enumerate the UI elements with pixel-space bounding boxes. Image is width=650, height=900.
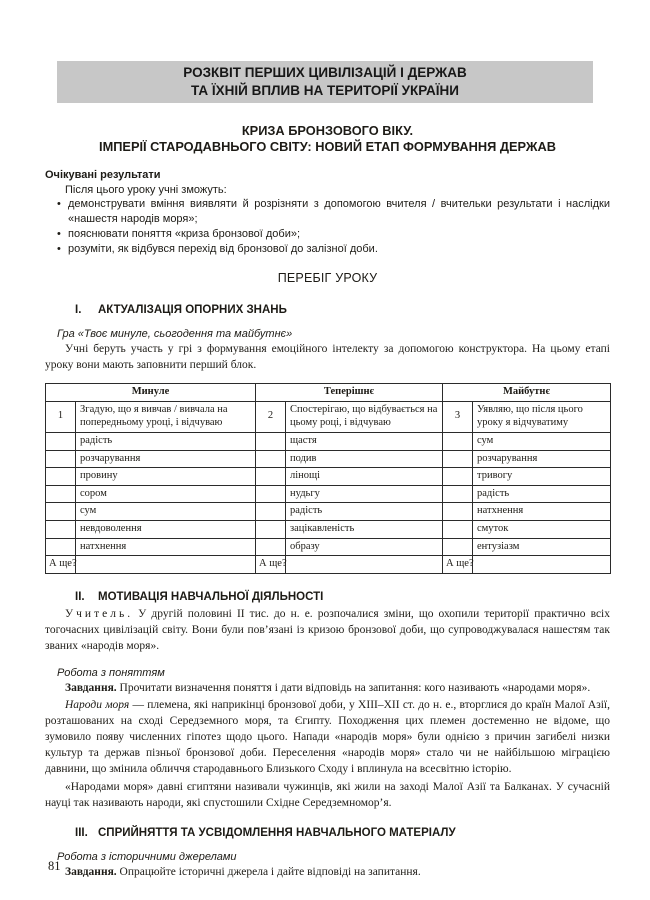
section-heading-3 [45,827,610,839]
table-cell-empty [443,503,473,521]
table-cell-emotion: розчарування [473,450,611,468]
column-header-present: Теперішнє [256,383,443,401]
emotions-table [45,383,611,574]
table-cell-number: 1 [46,401,76,432]
paragraph-egyptians: «Народами моря» давні єгиптяни називали чужинців, які жили на заході Малої Азії та Балканах. У сучасній науці так називають народи, які спустошили Східне Середземномор’я. [45,780,610,809]
table-cell-empty [46,485,76,503]
lesson-title-line2: ІМПЕРІЇ СТАРОДАВНЬОГО СВІТУ: НОВИЙ ЕТАП ФОРМУВАННЯ ДЕРЖАВ [99,139,556,155]
table-cell-empty [256,468,286,486]
list-item: • розуміти, як відбувся перехід від бронзової до залізної доби. [57,242,610,257]
table-cell-emotion: розчарування [76,450,256,468]
table-cell-empty [46,468,76,486]
table-cell-emotion: натхнення [473,503,611,521]
table-cell-more: А ще? [443,556,473,574]
game-subheading: Гра «Твоє минуле, сьогодення та майбутнє» [57,328,293,341]
table-cell-emotion: невдоволення [76,521,256,539]
table-cell-emotion: провину [76,468,256,486]
table-cell-empty [256,538,286,556]
table-cell-empty [443,538,473,556]
paragraph-teacher [45,607,610,655]
table-cell-emotion: радість [76,432,256,450]
section-title: МОТИВАЦІЯ НАВЧАЛЬНОЇ ДІЯЛЬНОСТІ [98,591,324,604]
list-item: • пояснювати поняття «криза бронзової доби»; [57,227,610,242]
table-cell-number: 3 [443,401,473,432]
table-cell-empty [46,503,76,521]
table-cell-empty [443,432,473,450]
expected-results-heading: Очікувані результати [45,168,161,181]
task-label: Завдання. [65,866,117,879]
table-cell-more: А ще? [256,556,286,574]
teacher-label: Учитель. [65,608,134,621]
table-row [46,468,611,486]
table-cell-emotion: сором [76,485,256,503]
table-cell-empty [256,521,286,539]
lesson-title [45,123,610,156]
teacher-text: У другій половині II тис. до н. е. розпочалися зміни, що охопили території практично всіх тогочасних цивілізацій світу. Вони були пов’язані із кризою бронзової доби, що супроводжувалася нашестям так званих «народів моря». [45,608,610,652]
table-row-more [46,556,611,574]
table-cell-emotion: щастя [286,432,443,450]
work-subheading-sources: Робота з історичними джерелами [57,851,237,864]
chapter-banner-line2: ТА ЇХНІЙ ВПЛИВ НА ТЕРИТОРІЇ УКРАЇНИ [191,82,459,98]
lesson-flow-heading: ПЕРЕБІГ УРОКУ [277,271,378,286]
table-cell-empty [443,485,473,503]
table-cell-emotion: зацікавленість [286,521,443,539]
table-row [46,432,611,450]
table-cell-empty [46,450,76,468]
table-cell-emotion: тривогу [473,468,611,486]
table-cell-empty [286,556,443,574]
expected-results-intro: Після цього уроку учні зможуть: [65,183,227,196]
table-cell-prompt: Спостерігаю, що відбувається на цьому році, і відчуваю [286,401,443,432]
paragraph-definition [45,698,610,777]
table-cell-prompt: Уявляю, що після цього уроку я відчуватиму [473,401,611,432]
expected-results-block [45,168,610,256]
section-heading-1 [45,304,610,316]
paragraph-task-1 [45,681,610,697]
table-cell-emotion: сум [76,503,256,521]
table-cell-number: 2 [256,401,286,432]
table-row [46,450,611,468]
table-cell-empty [443,521,473,539]
table-cell-empty [256,432,286,450]
section-number: I. [75,304,82,317]
chapter-banner-line1: РОЗКВІТ ПЕРШИХ ЦИВІЛІЗАЦІЙ І ДЕРЖАВ [183,65,467,80]
table-cell-empty [46,432,76,450]
definition-term: Народи моря [65,699,130,712]
table-row [46,503,611,521]
table-row [46,401,611,432]
table-cell-empty [256,485,286,503]
section-heading-2 [45,591,610,603]
table-cell-emotion: смуток [473,521,611,539]
section-number: III. [75,827,88,840]
paragraph-task-2 [45,865,610,881]
table-cell-emotion: ентузіазм [473,538,611,556]
table-header-row [46,383,611,401]
section-title: СПРИЙНЯТТЯ ТА УСВІДОМЛЕННЯ НАВЧАЛЬНОГО МАТЕРІАЛУ [98,827,456,840]
table-row [46,538,611,556]
task-text: Прочитати визначення поняття і дати відповідь на запитання: кого називають «народами моря». [116,681,591,694]
table-cell-emotion: лінощі [286,468,443,486]
table-row [46,521,611,539]
table-cell-more: А ще? [46,556,76,574]
table-cell-empty [76,556,256,574]
definition-text: — племена, які наприкінці бронзової доби, у XIII–XII ст. до н. е., вторглися до країн Малої Азії, розташованих на сході Середземного моря, та Єгипту. Походження цих племен достеменно не відоме, що зумовило появу численних гіпотез щодо цього. Напади «народів моря» були однією з причин загибелі низки культур та держав пізньої бронзової доби. Переселення «народів моря» стало чи не найбільшою міграцією давнини, що змінила обличчя стародавнього Близького Сходу і вплинула на всесвітню історію. [45,699,610,775]
paragraph-game-intro: Учні беруть участь у грі з формування емоційного інтелекту за допомогою конструктора. На цьому етапі уроку вони мають заповнити перший блок. [45,343,610,372]
table-row [46,485,611,503]
table-cell-emotion: подив [286,450,443,468]
table-cell-emotion: образу [286,538,443,556]
table-cell-emotion: нудьгу [286,485,443,503]
expected-results-list [45,197,610,256]
list-item: • демонструвати вміння виявляти й розрізняти з допомогою вчителя / вчительки результати і наслідки «нашестя народів моря»; [57,197,610,226]
task-text: Опрацюйте історичні джерела і дайте відповіді на запитання. [116,866,421,879]
table-cell-emotion: радість [473,485,611,503]
table-cell-emotion: натхнення [76,538,256,556]
table-cell-empty [473,556,611,574]
page-number: 81 [48,859,61,873]
lesson-title-line1: КРИЗА БРОНЗОВОГО ВІКУ. [241,123,414,139]
task-label: Завдання. [65,681,117,694]
work-subheading-concept: Робота з поняттям [57,666,165,679]
table-cell-empty [443,450,473,468]
table-cell-emotion: радість [286,503,443,521]
table-cell-emotion: сум [473,432,611,450]
table-cell-empty [443,468,473,486]
table-cell-empty [46,521,76,539]
table-cell-prompt: Згадую, що я вивчав / вивчала на попередньому уроці, і відчуваю [76,401,256,432]
section-number: II. [75,591,85,604]
chapter-banner [57,61,593,103]
table-cell-empty [46,538,76,556]
table-cell-empty [256,450,286,468]
section-title: АКТУАЛІЗАЦІЯ ОПОРНИХ ЗНАНЬ [98,304,287,317]
column-header-past: Минуле [46,383,256,401]
column-header-future: Майбутнє [443,383,611,401]
table-cell-empty [256,503,286,521]
